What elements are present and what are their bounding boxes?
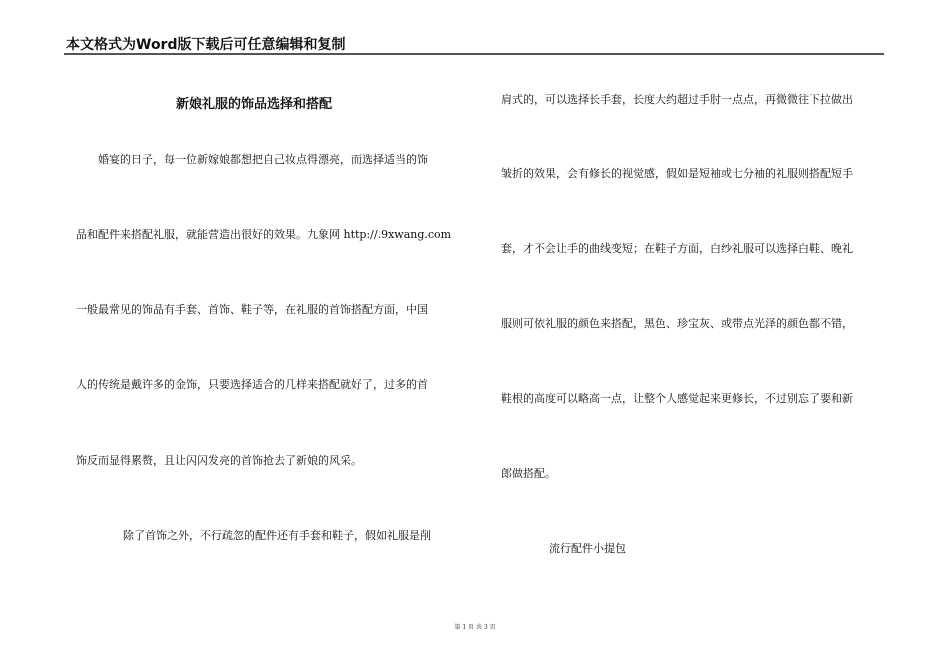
section-heading: 流行配件小提包 [549,542,626,555]
right-line-3: 套，才不会让手的曲线变短；在鞋子方面，白纱礼服可以选择白鞋、晚礼 [501,242,853,255]
article-title: 新娘礼服的饰品选择和搭配 [176,97,333,112]
left-line-2: 品和配件来搭配礼服，就能营造出很好的效果。九象网 http://.9xwang.com [76,228,452,241]
document-header: 本文格式为Word版下载后可任意编辑和复制 [66,37,346,53]
left-line-3: 一般最常见的饰品有手套、首饰、鞋子等，在礼服的首饰搭配方面，中国 [76,303,428,316]
left-line-5: 饰反而显得累赘，且让闪闪发亮的首饰抢去了新娘的风采。 [76,454,362,467]
right-line-4: 服则可依礼服的颜色来搭配，黑色、珍宝灰、或带点光泽的颜色都不错， [501,317,853,330]
right-line-5: 鞋根的高度可以略高一点，让整个人感觉起来更修长，不过别忘了要和新 [501,392,853,405]
header-divider [64,53,884,55]
right-line-2: 皱折的效果，会有修长的视觉感，假如是短袖或七分袖的礼服则搭配短手 [501,167,853,180]
left-line-1: 婚宴的日子，每一位新嫁娘都想把自己妆点得漂亮，而选择适当的饰 [98,153,428,166]
right-line-1: 肩式的，可以选择长手套，长度大约超过手肘一点点，再微微往下拉做出 [501,93,853,106]
page-number: 第 1 页 共 3 页 [454,624,496,631]
left-line-4: 人的传统是戴许多的金饰，只要选择适合的几样来搭配就好了，过多的首 [76,378,428,391]
right-line-6: 郎做搭配。 [501,467,556,480]
left-line-6: 除了首饰之外，不行疏忽的配件还有手套和鞋子，假如礼服是削 [123,529,431,542]
